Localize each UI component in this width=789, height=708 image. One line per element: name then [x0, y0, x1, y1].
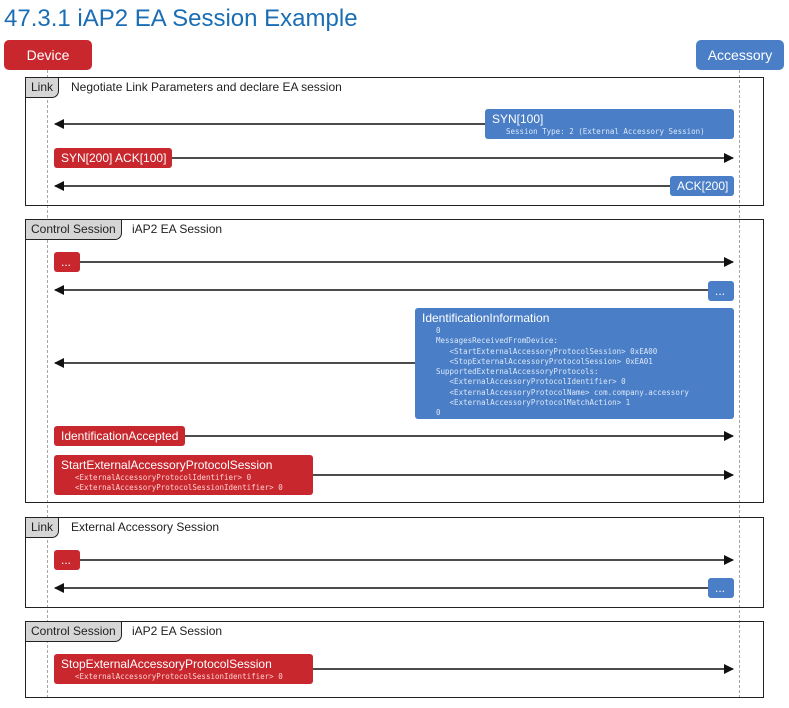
frame-title: External Accessory Session	[71, 520, 220, 534]
frame-title: iAP2 EA Session	[132, 624, 223, 638]
message-label: ...	[61, 553, 72, 567]
message-stop-ea-protocol-session	[54, 654, 313, 684]
message-detail: <ExternalAccessoryProtocolIdentifier> 0	[436, 377, 626, 387]
message-detail: SupportedExternalAccessoryProtocols:	[436, 367, 599, 377]
message-detail: <StopExternalAccessoryProtocolSession> 0xEA01	[436, 356, 653, 366]
message-ellipsis-accessory-1	[708, 281, 734, 301]
message-syn-100	[485, 109, 734, 139]
message-detail: Session Type: 2 (External Accessory Session)	[506, 127, 705, 136]
frame-title: iAP2 EA Session	[132, 222, 223, 236]
device-actor: Device	[4, 40, 92, 70]
message-label: IdentificationInformation	[422, 311, 550, 325]
message-label: ...	[61, 255, 72, 269]
message-ack-200	[670, 176, 734, 196]
message-detail: <ExternalAccessoryProtocolMatchAction> 1	[436, 398, 631, 408]
message-label: SYN[100]	[492, 112, 544, 126]
message-label: ACK[200]	[677, 179, 729, 193]
message-identification-information	[415, 308, 734, 419]
message-syn-200-ack-100	[54, 148, 172, 168]
message-detail: <ExternalAccessoryProtocolIdentifier> 0	[75, 473, 252, 482]
message-label: StopExternalAccessoryProtocolSession	[61, 657, 272, 671]
accessory-actor: Accessory	[696, 40, 784, 70]
frame-title: Negotiate Link Parameters and declare EA session	[71, 80, 342, 94]
message-ellipsis-accessory-2	[708, 578, 734, 598]
frame-tab: Control Session	[26, 220, 122, 240]
frame-tab: Link	[26, 518, 59, 538]
message-label: ...	[715, 284, 726, 298]
message-detail: <ExternalAccessoryProtocolName> com.company.accessory	[436, 387, 689, 397]
message-detail: 0	[436, 326, 441, 335]
message-detail: <ExternalAccessoryProtocolSessionIdentifier> 0	[75, 483, 283, 493]
message-detail: <ExternalAccessoryProtocolSessionIdentifier> 0	[75, 672, 283, 681]
message-label: SYN[200] ACK[100]	[61, 151, 167, 165]
frame-tab: Control Session	[26, 622, 122, 642]
message-label: StartExternalAccessoryProtocolSession	[61, 458, 273, 472]
message-detail: MessagesReceivedFromDevice:	[436, 336, 558, 346]
message-start-ea-protocol-session	[54, 455, 313, 495]
message-detail: 0	[436, 408, 441, 418]
message-ellipsis-device-1	[54, 252, 80, 272]
page-title: 47.3.1 iAP2 EA Session Example	[4, 5, 358, 32]
frame-tab: Link	[26, 78, 59, 98]
message-label: IdentificationAccepted	[61, 429, 179, 443]
message-label: ...	[715, 581, 726, 595]
message-ellipsis-device-2	[54, 550, 80, 570]
message-detail: <StartExternalAccessoryProtocolSession> 0xEA00	[436, 346, 658, 356]
message-identification-accepted	[54, 426, 185, 446]
